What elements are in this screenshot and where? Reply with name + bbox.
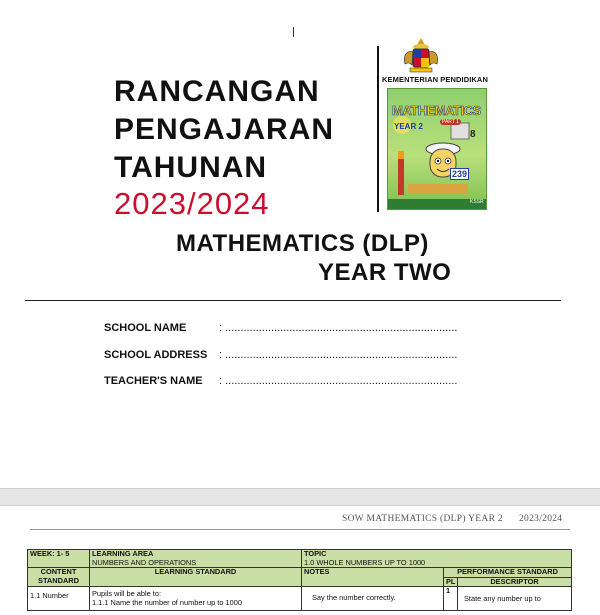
learning-standard-intro: Pupils will be able to: — [92, 589, 162, 598]
topic-value: 1.0 WHOLE NUMBERS UP TO 1000 — [304, 557, 426, 567]
textbook-part: PART 1 — [442, 119, 459, 125]
learning-standard-cell — [90, 587, 302, 611]
teacher-name-input[interactable]: : ............................................................................ — [219, 375, 458, 387]
page-header-rule — [30, 529, 570, 530]
content-standard-cell: 1.1 Number — [28, 587, 90, 611]
cover-title-line-2: PENGAJARAN — [114, 113, 335, 146]
sow-table — [27, 549, 572, 611]
learning-standard-header: LEARNING STANDARD — [90, 568, 302, 587]
page-header-title: SOW MATHEMATICS (DLP) YEAR 2 — [342, 514, 503, 524]
subject-title: MATHEMATICS (DLP) — [176, 230, 429, 257]
textbook-tag: KSSR — [470, 199, 484, 205]
page-separator — [0, 488, 600, 506]
learning-standard-item: 1.1.1 Name the number of number up to 1000 — [92, 597, 242, 607]
school-name-label: SCHOOL NAME — [104, 322, 187, 334]
week-cell: WEEK: 1- 5 — [28, 550, 90, 568]
topic-cell — [302, 550, 572, 568]
pl-cell: 1 — [444, 587, 458, 611]
descriptor-cell: State any number up to — [458, 587, 572, 611]
cover-divider — [377, 46, 379, 212]
notes-cell: Say the number correctly. — [302, 587, 444, 611]
teacher-name-label: TEACHER'S NAME — [104, 375, 203, 387]
notes-header: NOTES — [302, 568, 444, 587]
textbook-title: MATHEMATICS — [392, 103, 481, 118]
learning-area-value: NUMBERS AND OPERATIONS — [92, 557, 197, 567]
school-address-label: SCHOOL ADDRESS — [104, 349, 208, 361]
cover-rule — [25, 300, 561, 301]
sow-page — [0, 506, 600, 615]
textbook-cover — [387, 88, 487, 210]
cover-year: 2023/2024 — [114, 186, 270, 221]
textbook-badge: 8 — [470, 129, 476, 140]
pl-header: PL — [444, 577, 458, 587]
descriptor-header: DESCRIPTOR — [458, 577, 572, 587]
year-level: YEAR TWO — [318, 259, 452, 286]
coat-of-arms-icon — [398, 36, 444, 76]
school-name-input[interactable]: : ............................................................................ — [219, 322, 458, 334]
learning-area-cell — [90, 550, 302, 568]
content-standard-header: CONTENT STANDARD — [28, 568, 90, 587]
topic-label: TOPIC — [304, 549, 327, 558]
school-address-input[interactable]: : ............................................................................ — [219, 349, 458, 361]
textbook-number: 239 — [452, 169, 468, 179]
text-cursor — [293, 27, 294, 37]
cover-title-line-1: RANCANGAN — [114, 75, 320, 108]
cover-title-line-3: TAHUNAN — [114, 151, 268, 184]
performance-standard-header: PERFORMANCE STANDARD — [444, 568, 572, 578]
learning-area-label: LEARNING AREA — [92, 549, 154, 558]
ministry-name: KEMENTERIAN PENDIDIKAN — [382, 75, 488, 84]
textbook-year: YEAR 2 — [394, 122, 423, 131]
page-header-year: 2023/2024 — [519, 514, 563, 524]
